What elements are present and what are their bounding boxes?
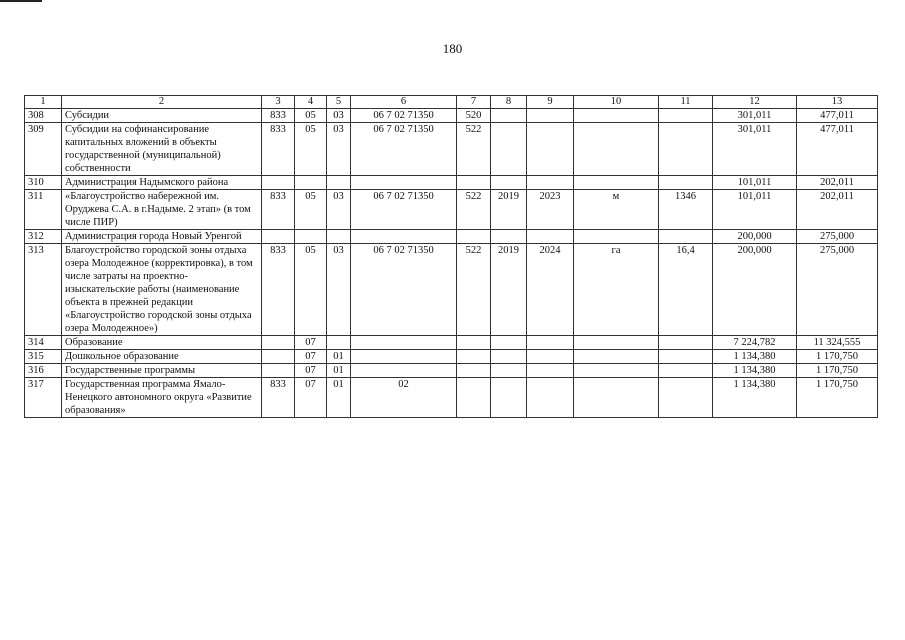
code-cell bbox=[262, 350, 295, 364]
start-year-cell bbox=[491, 336, 527, 350]
target-article-cell: 06 7 02 71350 bbox=[351, 109, 457, 123]
row-name-cell: «Благоустройство набережной им. Оруджева С.А. в г.Надыме. 2 этап» (в том числе ПИР) bbox=[62, 190, 262, 230]
column-header: 4 bbox=[295, 96, 327, 109]
section-cell bbox=[295, 176, 327, 190]
capacity-cell bbox=[659, 176, 713, 190]
unit-cell bbox=[574, 378, 659, 418]
start-year-cell bbox=[491, 378, 527, 418]
table-row bbox=[25, 350, 878, 364]
subsection-cell bbox=[327, 176, 351, 190]
column-header: 13 bbox=[797, 96, 878, 109]
capacity-cell bbox=[659, 378, 713, 418]
subsection-cell: 03 bbox=[327, 244, 351, 336]
subsection-cell: 01 bbox=[327, 350, 351, 364]
target-article-cell: 06 7 02 71350 bbox=[351, 123, 457, 176]
start-year-cell: 2019 bbox=[491, 244, 527, 336]
amount-year1-cell: 301,011 bbox=[713, 123, 797, 176]
expense-type-cell bbox=[457, 350, 491, 364]
end-year-cell: 2023 bbox=[527, 190, 574, 230]
section-cell: 05 bbox=[295, 123, 327, 176]
amount-year2-cell: 202,011 bbox=[797, 190, 878, 230]
amount-year1-cell: 1 134,380 bbox=[713, 378, 797, 418]
page-number: 180 bbox=[442, 41, 463, 56]
amount-year2-cell: 11 324,555 bbox=[797, 336, 878, 350]
amount-year2-cell: 477,011 bbox=[797, 123, 878, 176]
row-name-cell: Благоустройство городской зоны отдыха озера Молодежное (корректировка), в том числе затраты на проектно-изыскательские работы (наименование объекта в прежней редакции «Благоустройство городской зоны отдыха озера Молодежное») bbox=[62, 244, 262, 336]
unit-cell bbox=[574, 123, 659, 176]
unit-cell bbox=[574, 336, 659, 350]
row-number-cell: 309 bbox=[25, 123, 62, 176]
end-year-cell bbox=[527, 378, 574, 418]
end-year-cell bbox=[527, 123, 574, 176]
column-header: 2 bbox=[62, 96, 262, 109]
end-year-cell bbox=[527, 364, 574, 378]
row-number-cell: 315 bbox=[25, 350, 62, 364]
row-name-cell: Администрация города Новый Уренгой bbox=[62, 230, 262, 244]
table-body bbox=[25, 109, 878, 418]
end-year-cell: 2024 bbox=[527, 244, 574, 336]
column-header: 6 bbox=[351, 96, 457, 109]
capacity-cell bbox=[659, 109, 713, 123]
target-article-cell bbox=[351, 230, 457, 244]
amount-year1-cell: 200,000 bbox=[713, 230, 797, 244]
section-cell bbox=[295, 230, 327, 244]
target-article-cell bbox=[351, 176, 457, 190]
target-article-cell bbox=[351, 364, 457, 378]
end-year-cell bbox=[527, 176, 574, 190]
row-name-cell: Дошкольное образование bbox=[62, 350, 262, 364]
row-name-cell: Администрация Надымского района bbox=[62, 176, 262, 190]
subsection-cell: 01 bbox=[327, 378, 351, 418]
row-number-cell: 316 bbox=[25, 364, 62, 378]
amount-year2-cell: 477,011 bbox=[797, 109, 878, 123]
expense-type-cell: 520 bbox=[457, 109, 491, 123]
target-article-cell: 02 bbox=[351, 378, 457, 418]
capacity-cell: 16,4 bbox=[659, 244, 713, 336]
code-cell: 833 bbox=[262, 378, 295, 418]
start-year-cell bbox=[491, 123, 527, 176]
target-article-cell bbox=[351, 350, 457, 364]
column-header: 7 bbox=[457, 96, 491, 109]
code-cell: 833 bbox=[262, 244, 295, 336]
column-header: 12 bbox=[713, 96, 797, 109]
code-cell bbox=[262, 364, 295, 378]
row-name-cell: Государственные программы bbox=[62, 364, 262, 378]
row-name-cell: Субсидии bbox=[62, 109, 262, 123]
table-row bbox=[25, 176, 878, 190]
capacity-cell bbox=[659, 123, 713, 176]
code-cell: 833 bbox=[262, 123, 295, 176]
column-header: 3 bbox=[262, 96, 295, 109]
budget-table bbox=[24, 95, 878, 418]
column-header: 1 bbox=[25, 96, 62, 109]
section-cell: 05 bbox=[295, 244, 327, 336]
section-cell: 07 bbox=[295, 336, 327, 350]
start-year-cell bbox=[491, 109, 527, 123]
capacity-cell bbox=[659, 364, 713, 378]
row-number-cell: 308 bbox=[25, 109, 62, 123]
row-number-cell: 313 bbox=[25, 244, 62, 336]
expense-type-cell bbox=[457, 364, 491, 378]
row-name-cell: Образование bbox=[62, 336, 262, 350]
code-cell bbox=[262, 230, 295, 244]
row-number-cell: 310 bbox=[25, 176, 62, 190]
row-number-cell: 311 bbox=[25, 190, 62, 230]
expense-type-cell: 522 bbox=[457, 244, 491, 336]
table-row bbox=[25, 336, 878, 350]
end-year-cell bbox=[527, 109, 574, 123]
expense-type-cell bbox=[457, 336, 491, 350]
column-header: 8 bbox=[491, 96, 527, 109]
code-cell: 833 bbox=[262, 190, 295, 230]
unit-cell bbox=[574, 176, 659, 190]
unit-cell bbox=[574, 364, 659, 378]
section-cell: 05 bbox=[295, 109, 327, 123]
target-article-cell bbox=[351, 336, 457, 350]
capacity-cell bbox=[659, 350, 713, 364]
capacity-cell bbox=[659, 336, 713, 350]
table-row bbox=[25, 230, 878, 244]
code-cell bbox=[262, 336, 295, 350]
subsection-cell: 01 bbox=[327, 364, 351, 378]
code-cell: 833 bbox=[262, 109, 295, 123]
start-year-cell bbox=[491, 176, 527, 190]
amount-year1-cell: 301,011 bbox=[713, 109, 797, 123]
amount-year1-cell: 101,011 bbox=[713, 176, 797, 190]
amount-year2-cell: 275,000 bbox=[797, 230, 878, 244]
table-row bbox=[25, 190, 878, 230]
expense-type-cell bbox=[457, 176, 491, 190]
row-number-cell: 312 bbox=[25, 230, 62, 244]
start-year-cell: 2019 bbox=[491, 190, 527, 230]
amount-year2-cell: 1 170,750 bbox=[797, 364, 878, 378]
column-number-row bbox=[25, 96, 878, 109]
table-row bbox=[25, 109, 878, 123]
amount-year2-cell: 275,000 bbox=[797, 244, 878, 336]
unit-cell bbox=[574, 350, 659, 364]
section-cell: 07 bbox=[295, 350, 327, 364]
expense-type-cell bbox=[457, 230, 491, 244]
amount-year1-cell: 1 134,380 bbox=[713, 350, 797, 364]
amount-year1-cell: 101,011 bbox=[713, 190, 797, 230]
amount-year1-cell: 7 224,782 bbox=[713, 336, 797, 350]
subsection-cell: 03 bbox=[327, 109, 351, 123]
code-cell bbox=[262, 176, 295, 190]
start-year-cell bbox=[491, 364, 527, 378]
table-row bbox=[25, 378, 878, 418]
section-cell: 05 bbox=[295, 190, 327, 230]
end-year-cell bbox=[527, 230, 574, 244]
table-row bbox=[25, 244, 878, 336]
row-number-cell: 317 bbox=[25, 378, 62, 418]
amount-year2-cell: 1 170,750 bbox=[797, 378, 878, 418]
subsection-cell bbox=[327, 230, 351, 244]
target-article-cell: 06 7 02 71350 bbox=[351, 244, 457, 336]
end-year-cell bbox=[527, 336, 574, 350]
section-cell: 07 bbox=[295, 378, 327, 418]
unit-cell: м bbox=[574, 190, 659, 230]
unit-cell bbox=[574, 230, 659, 244]
unit-cell: га bbox=[574, 244, 659, 336]
subsection-cell bbox=[327, 336, 351, 350]
section-cell: 07 bbox=[295, 364, 327, 378]
end-year-cell bbox=[527, 350, 574, 364]
expense-type-cell: 522 bbox=[457, 123, 491, 176]
subsection-cell: 03 bbox=[327, 123, 351, 176]
amount-year1-cell: 200,000 bbox=[713, 244, 797, 336]
column-header: 10 bbox=[574, 96, 659, 109]
expense-type-cell bbox=[457, 378, 491, 418]
table-row bbox=[25, 364, 878, 378]
table-row bbox=[25, 123, 878, 176]
row-name-cell: Субсидии на софинансирование капитальных вложений в объекты государственной (муниципальной) собственности bbox=[62, 123, 262, 176]
column-header: 5 bbox=[327, 96, 351, 109]
capacity-cell bbox=[659, 230, 713, 244]
expense-type-cell: 522 bbox=[457, 190, 491, 230]
row-name-cell: Государственная программа Ямало-Ненецкого автономного округа «Развитие образования» bbox=[62, 378, 262, 418]
column-header: 9 bbox=[527, 96, 574, 109]
amount-year1-cell: 1 134,380 bbox=[713, 364, 797, 378]
amount-year2-cell: 1 170,750 bbox=[797, 350, 878, 364]
scan-edge-mark bbox=[0, 0, 42, 2]
column-header: 11 bbox=[659, 96, 713, 109]
target-article-cell: 06 7 02 71350 bbox=[351, 190, 457, 230]
row-number-cell: 314 bbox=[25, 336, 62, 350]
unit-cell bbox=[574, 109, 659, 123]
capacity-cell: 1346 bbox=[659, 190, 713, 230]
subsection-cell: 03 bbox=[327, 190, 351, 230]
amount-year2-cell: 202,011 bbox=[797, 176, 878, 190]
start-year-cell bbox=[491, 350, 527, 364]
start-year-cell bbox=[491, 230, 527, 244]
